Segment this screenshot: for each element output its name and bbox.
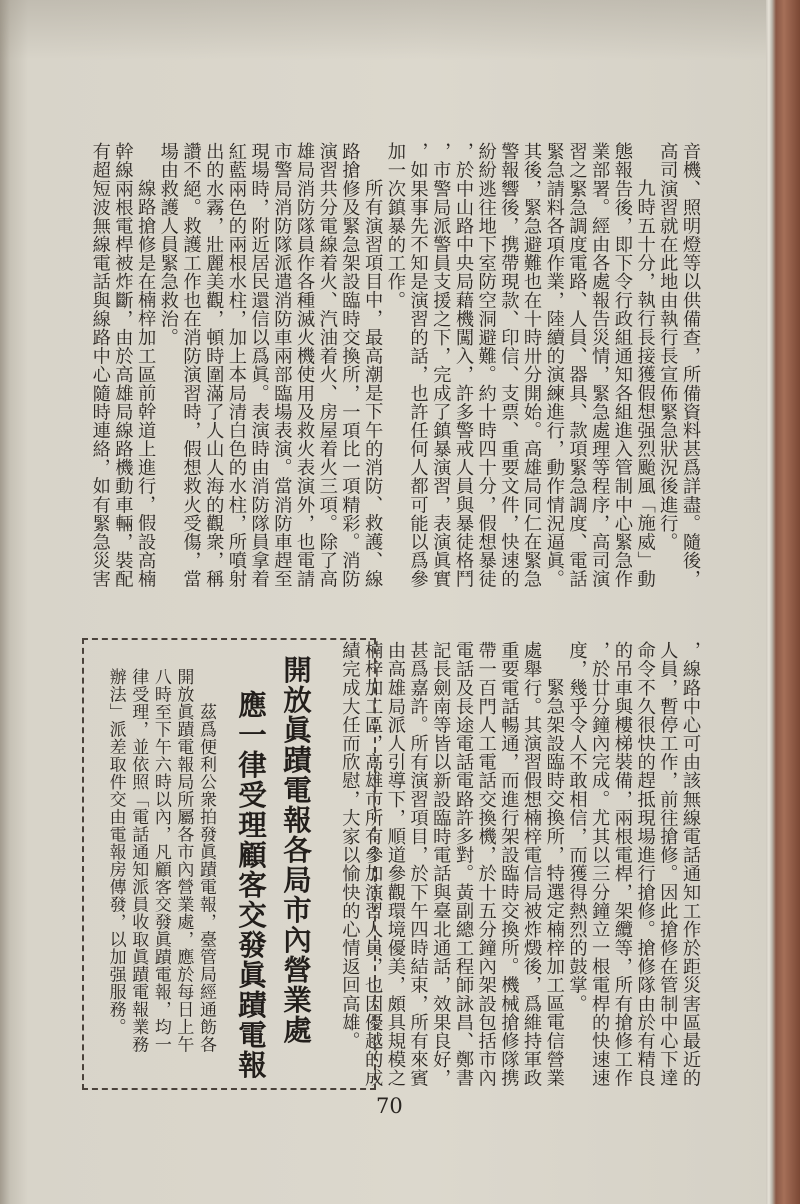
text-column: 有超短波無線電話與線路中心隨時連絡，如有緊急災害 [89,142,111,589]
text-column: 線路搶修是在楠梓加工區前幹道上進行，假設高楠 [135,179,157,589]
text-column: 路搶修及緊急架設臨時交換所，一項比一項精彩。消防 [339,142,361,589]
text-column: 紛紛逃往地下室防空洞避難。約十時四十分，假想暴徒 [475,142,497,589]
text-column: ，線路中心可由該無線電話通知工作於距災害區最近的 [680,641,701,1088]
text-column: 命令不久很快的趕抵現場進行搶修。搶修隊由於有精良 [634,641,656,1088]
notice-body-column: 茲爲便利公衆拍發眞蹟電報，臺管局經通飭各 [196,703,216,1053]
text-column: 場由救護人員緊急救治。 [157,142,179,347]
text-column: 雄局消防隊員作各種滅火機使用及救火表演外，也電請 [294,142,316,589]
notice-box [82,638,376,1090]
text-column: 電話及長途電話電路許多對。黃副總工程師詠昌、鄭書 [452,641,474,1088]
article-lower-block [338,641,701,1093]
text-column: 音機、照明燈等以供備查，所備資料甚爲詳盡。隨後， [680,142,701,589]
notice-title-line: 應一律受理顧客交發眞蹟電報 [234,690,267,1080]
text-column: 讚不絕。救護工作也在消防演習時，假想救火受傷，當 [180,142,202,589]
text-column: 績完成大任而欣慰，大家以愉快的心情返回高雄。 [339,641,361,1050]
notice-body-column: 開放眞蹟電報局所屬各市內營業處，應於每日上午 [173,668,194,1053]
text-column: 的吊車與樓梯裝備，兩根電桿，架纜等，所有搶修工作 [611,641,633,1088]
notice-body [104,668,217,1068]
text-column: 幹線兩根電桿被炸斷，由於高雄局線路機動車輛，裝配 [112,142,134,589]
text-column: 記長劍南等皆以新設臨時電話與臺北通話，效果良好， [430,641,452,1088]
notice-body-column: 辦法」派差取件交由電報房傳發，以加强服務。 [105,668,126,1036]
text-column: 九時五十分，執行長接獲假想强烈颱風「施威」動 [634,179,656,589]
notice-body-column: 八時至下午六時以內，凡顧客交發眞蹟電報，均一 [150,668,171,1053]
text-column: ，如果事先不知是演習的話，也許任何人都可能以爲參 [407,142,429,589]
text-column: 高司演習就在此地由執行長宣佈緊急狀況後進行。 [657,142,679,551]
text-column: 紅藍兩色的兩根水柱，加上本局清白色的水柱，所噴射 [225,142,247,589]
text-column: 處舉行。其演習假想楠梓電信局被炸燬後，爲維持軍政 [521,641,543,1088]
text-column: 其後，緊急避難也在十時卅分開始。高雄局同仁在緊急 [521,142,543,589]
text-column: 所有演習項目中，最高潮是下午的消防、救護、線 [362,179,384,589]
text-column: 重要電話暢通，而進行架設臨時交換所。機械搶修隊携 [498,641,520,1088]
text-column: ，於廿分鐘內完成。尤其以三分鐘立一根電桿的快速速 [589,641,611,1088]
text-column: ，市警局派警員支援之下，完成了鎮暴演習，表演眞實 [430,142,452,589]
text-column: 甚爲嘉許。所有演習項目，於下午四時結束，所有來賓 [407,641,429,1088]
text-column: 市警局消防隊派遣消防車兩部臨場表演。當消防車趕至 [271,142,293,589]
text-column: 警報響後，携帶現款、印信、支票、重要文件，快速的 [498,142,520,589]
page-shadow [0,0,772,60]
text-column: 帶一百門人工電話交換機，於十五分鐘內架設包括市內 [475,641,497,1088]
text-column: 加一次鎮暴的工作。 [384,142,406,310]
text-column: 習之緊急調度電路、人員、器具、款項緊急調度、電話 [566,142,588,589]
notice-body-column: 律受理，並依照「電話通知派員收取眞蹟電報業務 [128,668,149,1053]
text-column: 度，幾乎令人不敢相信，而獲得熱烈的鼓掌。 [566,641,588,1013]
text-column: 由高雄局派人引導下，順道參觀環境優美，頗具規模之 [384,641,406,1088]
text-column: ，於中山路中央局藉機闖入，許多警戒人員與暴徒格鬥 [452,142,474,589]
article-upper-block [88,142,701,594]
book-binding-edge [766,0,800,1204]
text-column: 楠梓加工區，高雄市所有參加演習人員，也因優越的成 [362,641,384,1088]
text-column: 緊急請料各項作業，陸續的演練進行，動作情況逼眞。 [543,142,565,589]
page-number: 70 [376,1094,403,1118]
text-column: 人員，暫停工作，前往搶修。因此搶修在管制中心下達 [657,641,679,1088]
text-column: 出的水霧，壯麗美觀，頓時圍滿了人山人海的觀衆，稱 [203,142,225,589]
text-column: 態報告後，即下令行政組通知各組進入管制中心緊急作 [611,142,633,589]
text-column: 緊急架設臨時交換所，特選定楠梓加工區電信營業 [543,678,565,1088]
text-column: 業部署。經由各處報告災情，緊急處理等程序，高司演 [589,142,611,589]
notice-title-line: 開放眞蹟電報各局市內營業處 [279,655,312,1045]
text-column: 演習共分電線着火、汽油着火、房屋着火三項。除了高 [316,142,338,589]
text-column: 現場時，附近居民還信以爲眞。表演時由消防隊員拿着 [248,142,270,589]
